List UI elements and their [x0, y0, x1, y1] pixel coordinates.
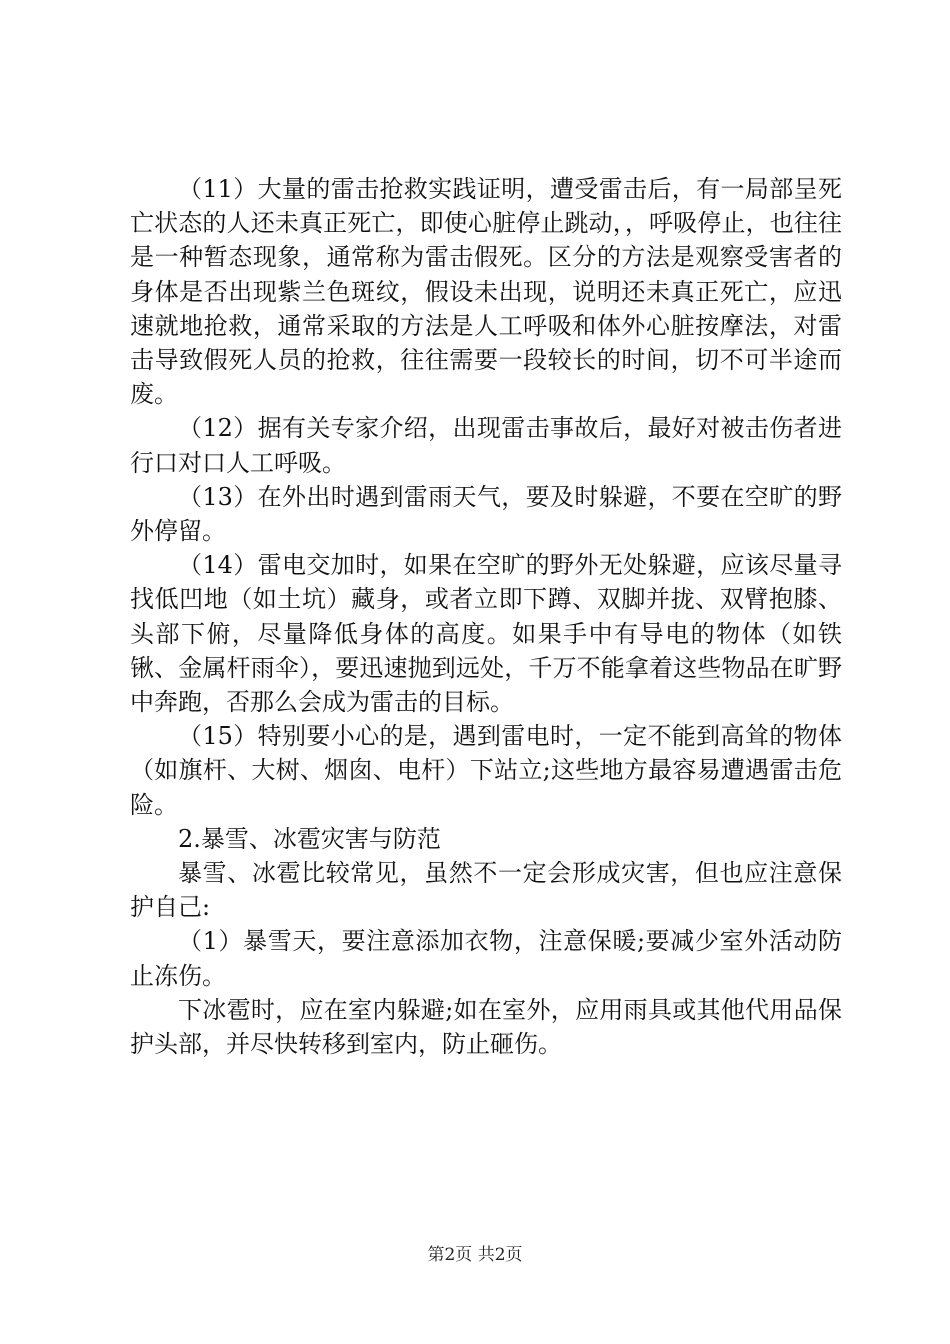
paragraph-11: （11）大量的雷击抢救实践证明，遭受雷击后，有一局部呈死亡状态的人还未真正死亡，即使心脏停止跳动，，呼吸停止，也往往是一种暂态现象，通常称为雷击假死。区分的方法是观察受害者的身体是否出现紫兰色斑纹，假设未出现，说明还未真正死亡，应迅速就地抢救，通常采取的方法是人工呼吸和体外心脏按摩法，对雷击导致假死人员的抢救，往往需要一段较长的时间，切不可半途而废。: [130, 175, 842, 409]
paragraph-14: （14）雷电交加时，如果在空旷的野外无处躲避，应该尽量寻找低凹地（如土坑）藏身，或者立即下蹲、双脚并拢、双臂抱膝、头部下俯，尽量降低身体的高度。如果手中有导电的物体（如铁锹、金属杆雨伞），要迅速抛到远处，千万不能拿着这些物品在旷野中奔跑，否那么会成为雷击的目标。: [130, 551, 842, 717]
section-heading: 2.暴雪、冰雹灾害与防范: [178, 824, 441, 853]
paragraph-hail: 下冰雹时，应在室内躲避;如在室外，应用雨具或其他代用品保护头部，并尽快转移到室内，防止砸伤。: [130, 995, 842, 1059]
paragraph-intro: 暴雪、冰雹比较常见，虽然不一定会形成灾害，但也应注意保护自己:: [130, 859, 842, 922]
document-body: [130, 172, 842, 1061]
paragraph-12: （12）据有关专家介绍，出现雷击事故后，最好对被击伤者进行口对口人工呼吸。: [130, 414, 842, 477]
page-footer: 第2页 共2页: [427, 1245, 523, 1265]
paragraph-15: （15）特别要小心的是，遇到雷电时，一定不能到高耸的物体（如旗杆、大树、烟囱、电杆）下站立;这些地方最容易遭遇雷击危险。: [130, 722, 842, 819]
paragraph-1: （1）暴雪天，要注意添加衣物，注意保暖;要减少室外活动防止冻伤。: [130, 927, 842, 990]
paragraph-13: （13）在外出时遇到雷雨天气，要及时躲避，不要在空旷的野外停留。: [130, 482, 842, 546]
